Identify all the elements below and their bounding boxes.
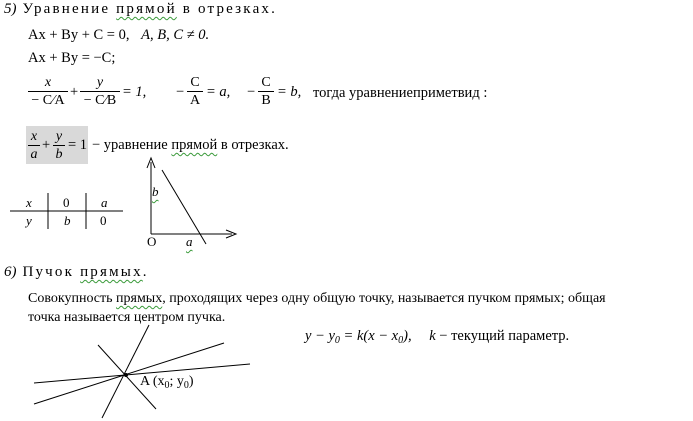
def-a-minus: − <box>176 84 185 100</box>
section-6-heading <box>4 264 149 281</box>
graph1-line <box>162 170 206 244</box>
point-sub-y: 0 <box>183 380 189 391</box>
heading6-word-1: Пучок <box>22 264 75 280</box>
point-label-sep: ; y <box>169 374 184 389</box>
pencil-formula <box>305 328 569 345</box>
para-part-2: прямых <box>116 291 163 306</box>
heading-word-2: прямой <box>116 1 177 17</box>
formula-sub-1: 0 <box>398 335 404 346</box>
formula-k: k <box>429 328 436 344</box>
def-b-rhs: = b, <box>277 84 302 100</box>
result-plus: + <box>42 137 51 153</box>
pencil-line-4 <box>102 325 149 418</box>
moved-constant-equation: Ax + By = −C; <box>28 50 116 66</box>
equals-one: = 1, <box>122 84 147 100</box>
table-cell-y0: 0 <box>100 213 107 228</box>
formula-mid: = k(x − x <box>339 328 399 344</box>
pencil-line-2 <box>34 343 224 404</box>
def-b-denominator: B <box>258 91 274 109</box>
table-cell-x0: 0 <box>63 195 70 210</box>
heading-word-1: Уравнение <box>22 1 111 17</box>
definition-paragraph-line-1 <box>28 289 606 308</box>
point-sub-x: 0 <box>164 380 170 391</box>
heading6-word-3: . <box>142 264 149 280</box>
result-desc-part-3: в отрезках. <box>217 137 289 153</box>
table-cell-x: x <box>26 195 32 210</box>
graph1-label-b: b <box>152 184 159 199</box>
general-equation-text: Ax + By + C = 0, <box>28 27 130 43</box>
def-a-numerator: C <box>190 75 200 90</box>
section-5-number: 5) <box>4 1 17 17</box>
center-point-label <box>140 374 194 390</box>
fraction-x-denominator: − C⁄A <box>28 91 68 109</box>
result-desc-part-1: − уравнение <box>92 137 172 153</box>
def-text: тогда уравнениеприметвид : <box>313 85 488 101</box>
heading-word-3: в отрезках. <box>182 1 278 17</box>
plus-sign: + <box>70 84 79 100</box>
definition-paragraph-line-2: точка называется центром пучка. <box>28 310 226 325</box>
table-cell-y: y <box>26 213 32 228</box>
formula-end: ), <box>403 328 412 344</box>
point-label-close: ) <box>188 374 194 389</box>
table-cell-yb: b <box>64 213 71 228</box>
result-x-denominator: a <box>28 145 40 163</box>
graph1-label-origin: O <box>147 234 157 249</box>
graph1-label-a: a <box>186 234 193 249</box>
result-equals-one: = 1 <box>68 137 88 153</box>
fraction-y-denominator: − C⁄B <box>80 91 120 109</box>
result-x-numerator: x <box>30 129 38 144</box>
def-b-minus: − <box>247 84 256 100</box>
fraction-x-numerator: x <box>44 75 52 90</box>
para-part-1: Совокупность <box>28 291 117 306</box>
fraction-y-numerator: y <box>96 75 104 90</box>
point-label-pre: A (x <box>140 374 165 389</box>
result-desc-part-2: прямой <box>171 137 218 153</box>
pencil-center-point <box>124 373 128 377</box>
def-a-denominator: A <box>187 91 203 109</box>
formula-lhs: y − y <box>305 328 335 344</box>
formula-sub-0: 0 <box>334 335 340 346</box>
result-y-denominator: b <box>53 145 65 163</box>
def-a-rhs: = a, <box>206 84 231 100</box>
def-b-numerator: C <box>261 75 271 90</box>
section-6-number: 6) <box>4 264 17 280</box>
table-cell-xa: a <box>101 195 108 210</box>
general-equation-condition: A, B, C ≠ 0. <box>141 27 210 43</box>
heading6-word-2: прямых <box>80 264 143 280</box>
formula-k-description: − текущий параметр. <box>435 328 570 344</box>
para-part-3: , проходящих через одну общую точку, называется пучком прямых; общая <box>162 291 606 306</box>
result-y-numerator: y <box>55 129 63 144</box>
